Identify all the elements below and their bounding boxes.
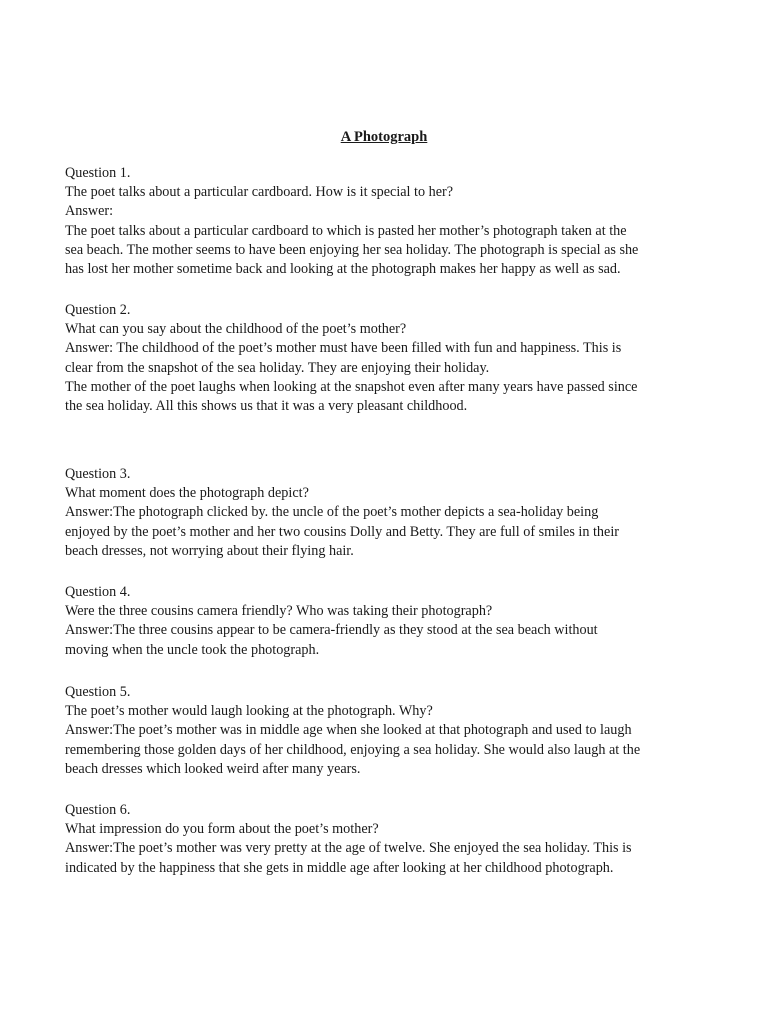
question-label: Question 2.: [65, 302, 131, 318]
answer-label: Answer:: [65, 203, 114, 220]
answer-text-line: remembering those golden days of her childhood, enjoying a sea holiday. She would also laugh at the: [65, 741, 641, 758]
question-label: Question 4.: [65, 584, 131, 600]
answer-text-line: the sea holiday. All this shows us that it was a very pleasant childhood.: [65, 398, 468, 415]
question-text: What can you say about the childhood of the poet’s mother?: [65, 321, 407, 338]
answer-text-line: sea beach. The mother seems to have been enjoying her sea holiday. The photograph is special as she: [65, 241, 639, 258]
question-text: The poet’s mother would laugh looking at the photograph. Why?: [65, 703, 433, 720]
question-text: What impression do you form about the poet’s mother?: [65, 821, 379, 838]
document-title: A Photograph: [340, 129, 428, 145]
question-text: What moment does the photograph depict?: [65, 485, 309, 502]
question-block-2: [65, 301, 710, 416]
question-label: Question 6.: [65, 802, 131, 818]
question-label: Question 3.: [65, 466, 131, 482]
question-block-3: [65, 465, 710, 561]
question-block-6: [65, 801, 710, 878]
answer-text-line: The poet talks about a particular cardboard to which is pasted her mother’s photograph taken at the: [65, 222, 627, 239]
question-label: Question 5.: [65, 684, 131, 700]
question-label: Question 1.: [65, 165, 131, 181]
question-text: The poet talks about a particular cardboard. How is it special to her?: [65, 184, 454, 201]
answer-text-line: Answer:The poet’s mother was very pretty at the age of twelve. She enjoyed the sea holiday. This is: [65, 840, 632, 857]
answer-text-line: moving when the uncle took the photograph.: [65, 641, 320, 658]
answer-text-line: Answer:The poet’s mother was in middle age when she looked at that photograph and used to laugh: [65, 722, 632, 739]
answer-text-line: beach dresses which looked weird after many years.: [65, 760, 361, 777]
answer-text-line: The mother of the poet laughs when looking at the snapshot even after many years have passed since: [65, 378, 638, 395]
answer-text-line: enjoyed by the poet’s mother and her two cousins Dolly and Betty. They are full of smiles in their: [65, 523, 619, 540]
answer-text-line: Answer:The photograph clicked by. the uncle of the poet’s mother depicts a sea-holiday being: [65, 504, 599, 521]
question-block-5: [65, 683, 710, 779]
answer-text-line: indicated by the happiness that she gets in middle age after looking at her childhood photograph.: [65, 859, 614, 876]
question-text: Were the three cousins camera friendly? Who was taking their photograph?: [65, 603, 493, 620]
answer-text-line: beach dresses, not worrying about their flying hair.: [65, 542, 354, 559]
question-block-1: [65, 164, 710, 279]
answer-text-line: has lost her mother sometime back and looking at the photograph makes her happy as well as sad.: [65, 261, 621, 278]
answer-text-line: clear from the snapshot of the sea holiday. They are enjoying their holiday.: [65, 359, 490, 376]
answer-text-line: Answer:The three cousins appear to be camera-friendly as they stood at the sea beach without: [65, 622, 598, 639]
answer-text-line: Answer: The childhood of the poet’s mother must have been filled with fun and happiness. This is: [65, 340, 622, 357]
question-block-4: [65, 583, 710, 660]
